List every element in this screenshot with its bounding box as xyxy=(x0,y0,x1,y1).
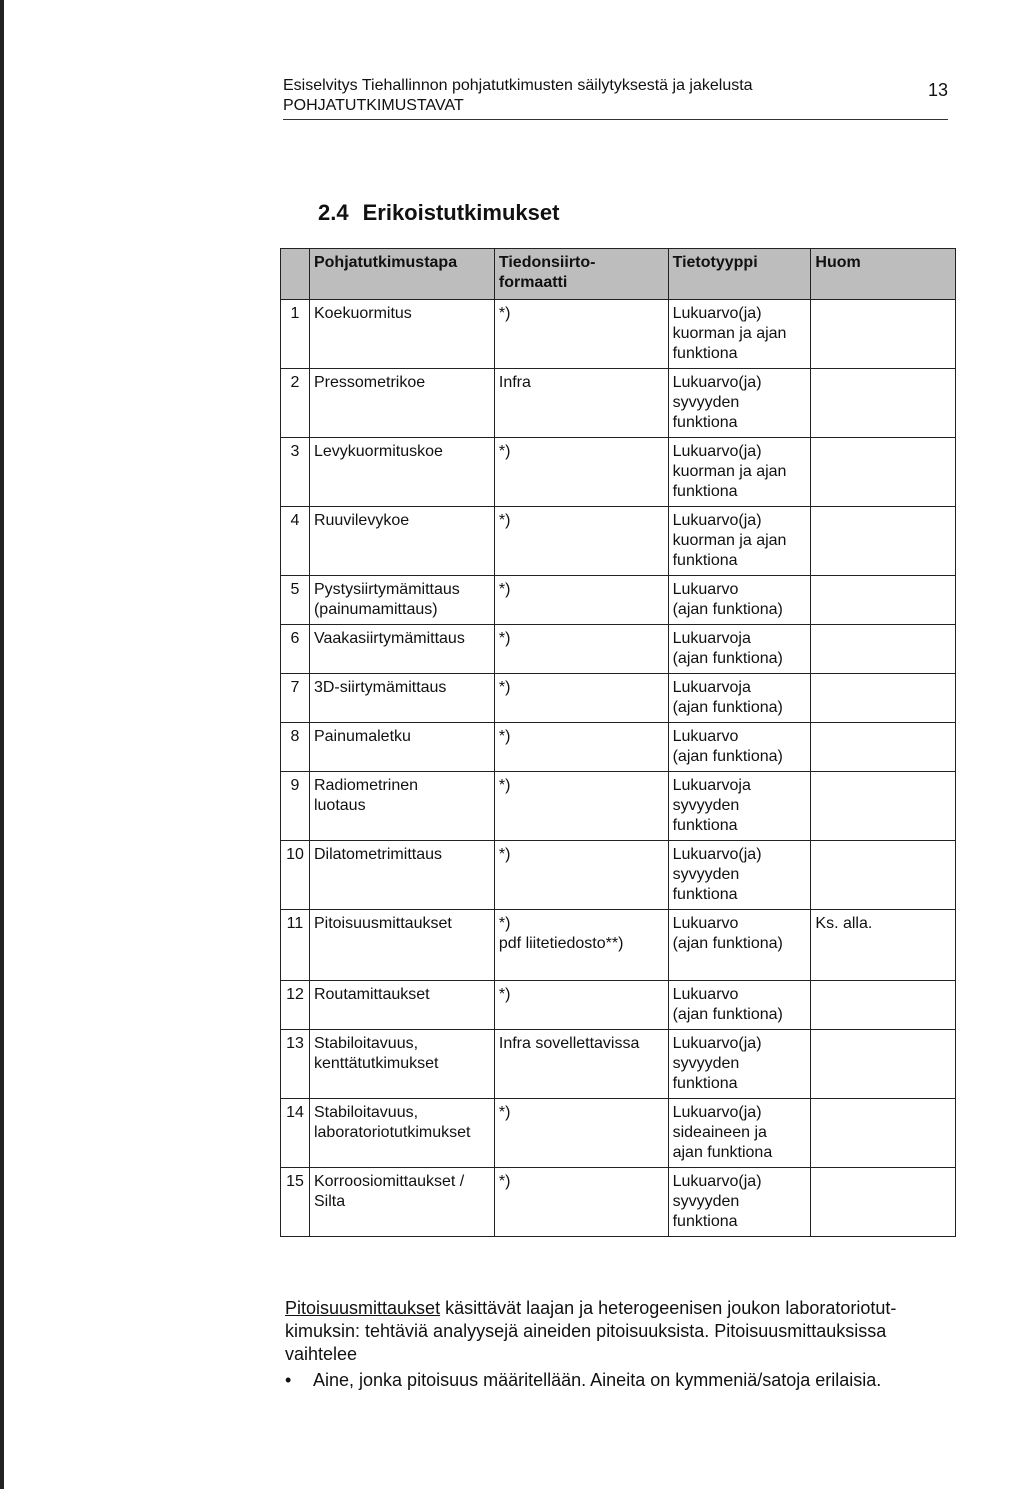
cell-number: 2 xyxy=(281,369,310,438)
page-header xyxy=(283,76,948,120)
section-number: 2.4 xyxy=(318,200,349,225)
cell-number: 11 xyxy=(281,910,310,981)
table-row xyxy=(281,723,956,772)
document-title: Esiselvitys Tiehallinnon pohjatutkimusten säilytyksestä ja jakelusta xyxy=(283,77,753,94)
table-row xyxy=(281,841,956,910)
table-row xyxy=(281,674,956,723)
cell-type: Lukuarvoja (ajan funktiona) xyxy=(668,674,811,723)
cell-type: Lukuarvo(ja) syvyyden funktiona xyxy=(668,369,811,438)
cell-note xyxy=(811,981,956,1030)
cell-method: Pystysiirtymämittaus (painumamittaus) xyxy=(309,576,494,625)
cell-type: Lukuarvo(ja) kuorman ja ajan funktiona xyxy=(668,507,811,576)
cell-format: *) xyxy=(494,841,668,910)
table-body xyxy=(281,300,956,1237)
table-header-row xyxy=(281,249,956,300)
paragraph-text xyxy=(285,1297,955,1366)
cell-method: Routamittaukset xyxy=(309,981,494,1030)
bullet-text: Aine, jonka pitoisuus määritellään. Aineita on kymmeniä/satoja erilaisia. xyxy=(313,1370,882,1390)
cell-format: *) xyxy=(494,674,668,723)
cell-method: Koekuormitus xyxy=(309,300,494,369)
header-number xyxy=(281,249,310,300)
table-row xyxy=(281,910,956,981)
table-row xyxy=(281,772,956,841)
cell-method: Radiometrinen luotaus xyxy=(309,772,494,841)
cell-note xyxy=(811,576,956,625)
cell-method: Stabiloitavuus, laboratoriotutkimukset xyxy=(309,1099,494,1168)
cell-note: Ks. alla. xyxy=(811,910,956,981)
table-row xyxy=(281,369,956,438)
cell-note xyxy=(811,625,956,674)
cell-method: Painumaletku xyxy=(309,723,494,772)
cell-note xyxy=(811,1099,956,1168)
cell-format: *) xyxy=(494,576,668,625)
cell-note xyxy=(811,841,956,910)
cell-number: 14 xyxy=(281,1099,310,1168)
cell-number: 13 xyxy=(281,1030,310,1099)
cell-type: Lukuarvo(ja) kuorman ja ajan funktiona xyxy=(668,300,811,369)
header-method: Pohjatutkimustapa xyxy=(309,249,494,300)
cell-type: Lukuarvo (ajan funktiona) xyxy=(668,981,811,1030)
cell-format: Infra sovellettavissa xyxy=(494,1030,668,1099)
cell-number: 3 xyxy=(281,438,310,507)
section-title: Erikoistutkimukset xyxy=(362,200,560,225)
table-row xyxy=(281,576,956,625)
cell-number: 6 xyxy=(281,625,310,674)
cell-type: Lukuarvo (ajan funktiona) xyxy=(668,910,811,981)
section-heading xyxy=(318,200,559,226)
cell-note xyxy=(811,723,956,772)
chapter-title: POHJATUTKIMUSTAVAT xyxy=(283,97,464,114)
cell-number: 1 xyxy=(281,300,310,369)
cell-note xyxy=(811,1168,956,1237)
cell-format: *) pdf liitetiedosto**) xyxy=(494,910,668,981)
bullet-item xyxy=(285,1369,955,1392)
cell-number: 5 xyxy=(281,576,310,625)
table-row xyxy=(281,1168,956,1237)
cell-method: Levykuormituskoe xyxy=(309,438,494,507)
cell-note xyxy=(811,300,956,369)
paragraph-body: käsittävät laajan ja heterogeenisen joukon laboratoriotut-kimuksin: tehtäviä analyysejä aineiden pitoisuuksista. Pitoisuusmittauksissa vaihtelee xyxy=(285,1298,897,1364)
cell-format: *) xyxy=(494,772,668,841)
header-note: Huom xyxy=(811,249,956,300)
body-paragraph xyxy=(285,1297,955,1392)
table-row xyxy=(281,1099,956,1168)
table-row xyxy=(281,625,956,674)
table-row xyxy=(281,1030,956,1099)
cell-type: Lukuarvo(ja) syvyyden funktiona xyxy=(668,1030,811,1099)
cell-type: Lukuarvo(ja) syvyyden funktiona xyxy=(668,1168,811,1237)
bullet-symbol: • xyxy=(285,1370,292,1390)
cell-method: Vaakasiirtymämittaus xyxy=(309,625,494,674)
cell-method: 3D-siirtymämittaus xyxy=(309,674,494,723)
cell-method: Dilatometrimittaus xyxy=(309,841,494,910)
cell-note xyxy=(811,674,956,723)
cell-note xyxy=(811,507,956,576)
cell-format: *) xyxy=(494,300,668,369)
cell-type: Lukuarvo(ja) syvyyden funktiona xyxy=(668,841,811,910)
cell-type: Lukuarvo (ajan funktiona) xyxy=(668,723,811,772)
cell-number: 15 xyxy=(281,1168,310,1237)
table-row xyxy=(281,507,956,576)
cell-note xyxy=(811,1030,956,1099)
cell-method: Korroosiomittaukset / Silta xyxy=(309,1168,494,1237)
cell-number: 7 xyxy=(281,674,310,723)
cell-type: Lukuarvo (ajan funktiona) xyxy=(668,576,811,625)
table-row xyxy=(281,300,956,369)
cell-number: 10 xyxy=(281,841,310,910)
header-type: Tietotyyppi xyxy=(668,249,811,300)
paragraph-lead-term: Pitoisuusmittaukset xyxy=(285,1298,441,1318)
cell-note xyxy=(811,438,956,507)
cell-note xyxy=(811,369,956,438)
cell-method: Pressometrikoe xyxy=(309,369,494,438)
cell-format: *) xyxy=(494,1168,668,1237)
cell-number: 4 xyxy=(281,507,310,576)
cell-method: Pitoisuusmittaukset xyxy=(309,910,494,981)
cell-number: 8 xyxy=(281,723,310,772)
page-number: 13 xyxy=(927,80,948,100)
cell-number: 9 xyxy=(281,772,310,841)
cell-format: *) xyxy=(494,625,668,674)
cell-format: *) xyxy=(494,981,668,1030)
cell-type: Lukuarvo(ja) kuorman ja ajan funktiona xyxy=(668,438,811,507)
cell-format: *) xyxy=(494,1099,668,1168)
cell-format: *) xyxy=(494,723,668,772)
table-row xyxy=(281,438,956,507)
cell-method: Ruuvilevykoe xyxy=(309,507,494,576)
header-format: Tiedonsiirto- formaatti xyxy=(494,249,668,300)
cell-format: *) xyxy=(494,438,668,507)
cell-method: Stabiloitavuus, kenttätutkimukset xyxy=(309,1030,494,1099)
scan-edge xyxy=(0,0,4,1489)
methods-table xyxy=(280,248,956,1237)
table-row xyxy=(281,981,956,1030)
cell-format: Infra xyxy=(494,369,668,438)
cell-type: Lukuarvoja (ajan funktiona) xyxy=(668,625,811,674)
cell-number: 12 xyxy=(281,981,310,1030)
cell-type: Lukuarvoja syvyyden funktiona xyxy=(668,772,811,841)
cell-type: Lukuarvo(ja) sideaineen ja ajan funktiona xyxy=(668,1099,811,1168)
cell-note xyxy=(811,772,956,841)
cell-format: *) xyxy=(494,507,668,576)
